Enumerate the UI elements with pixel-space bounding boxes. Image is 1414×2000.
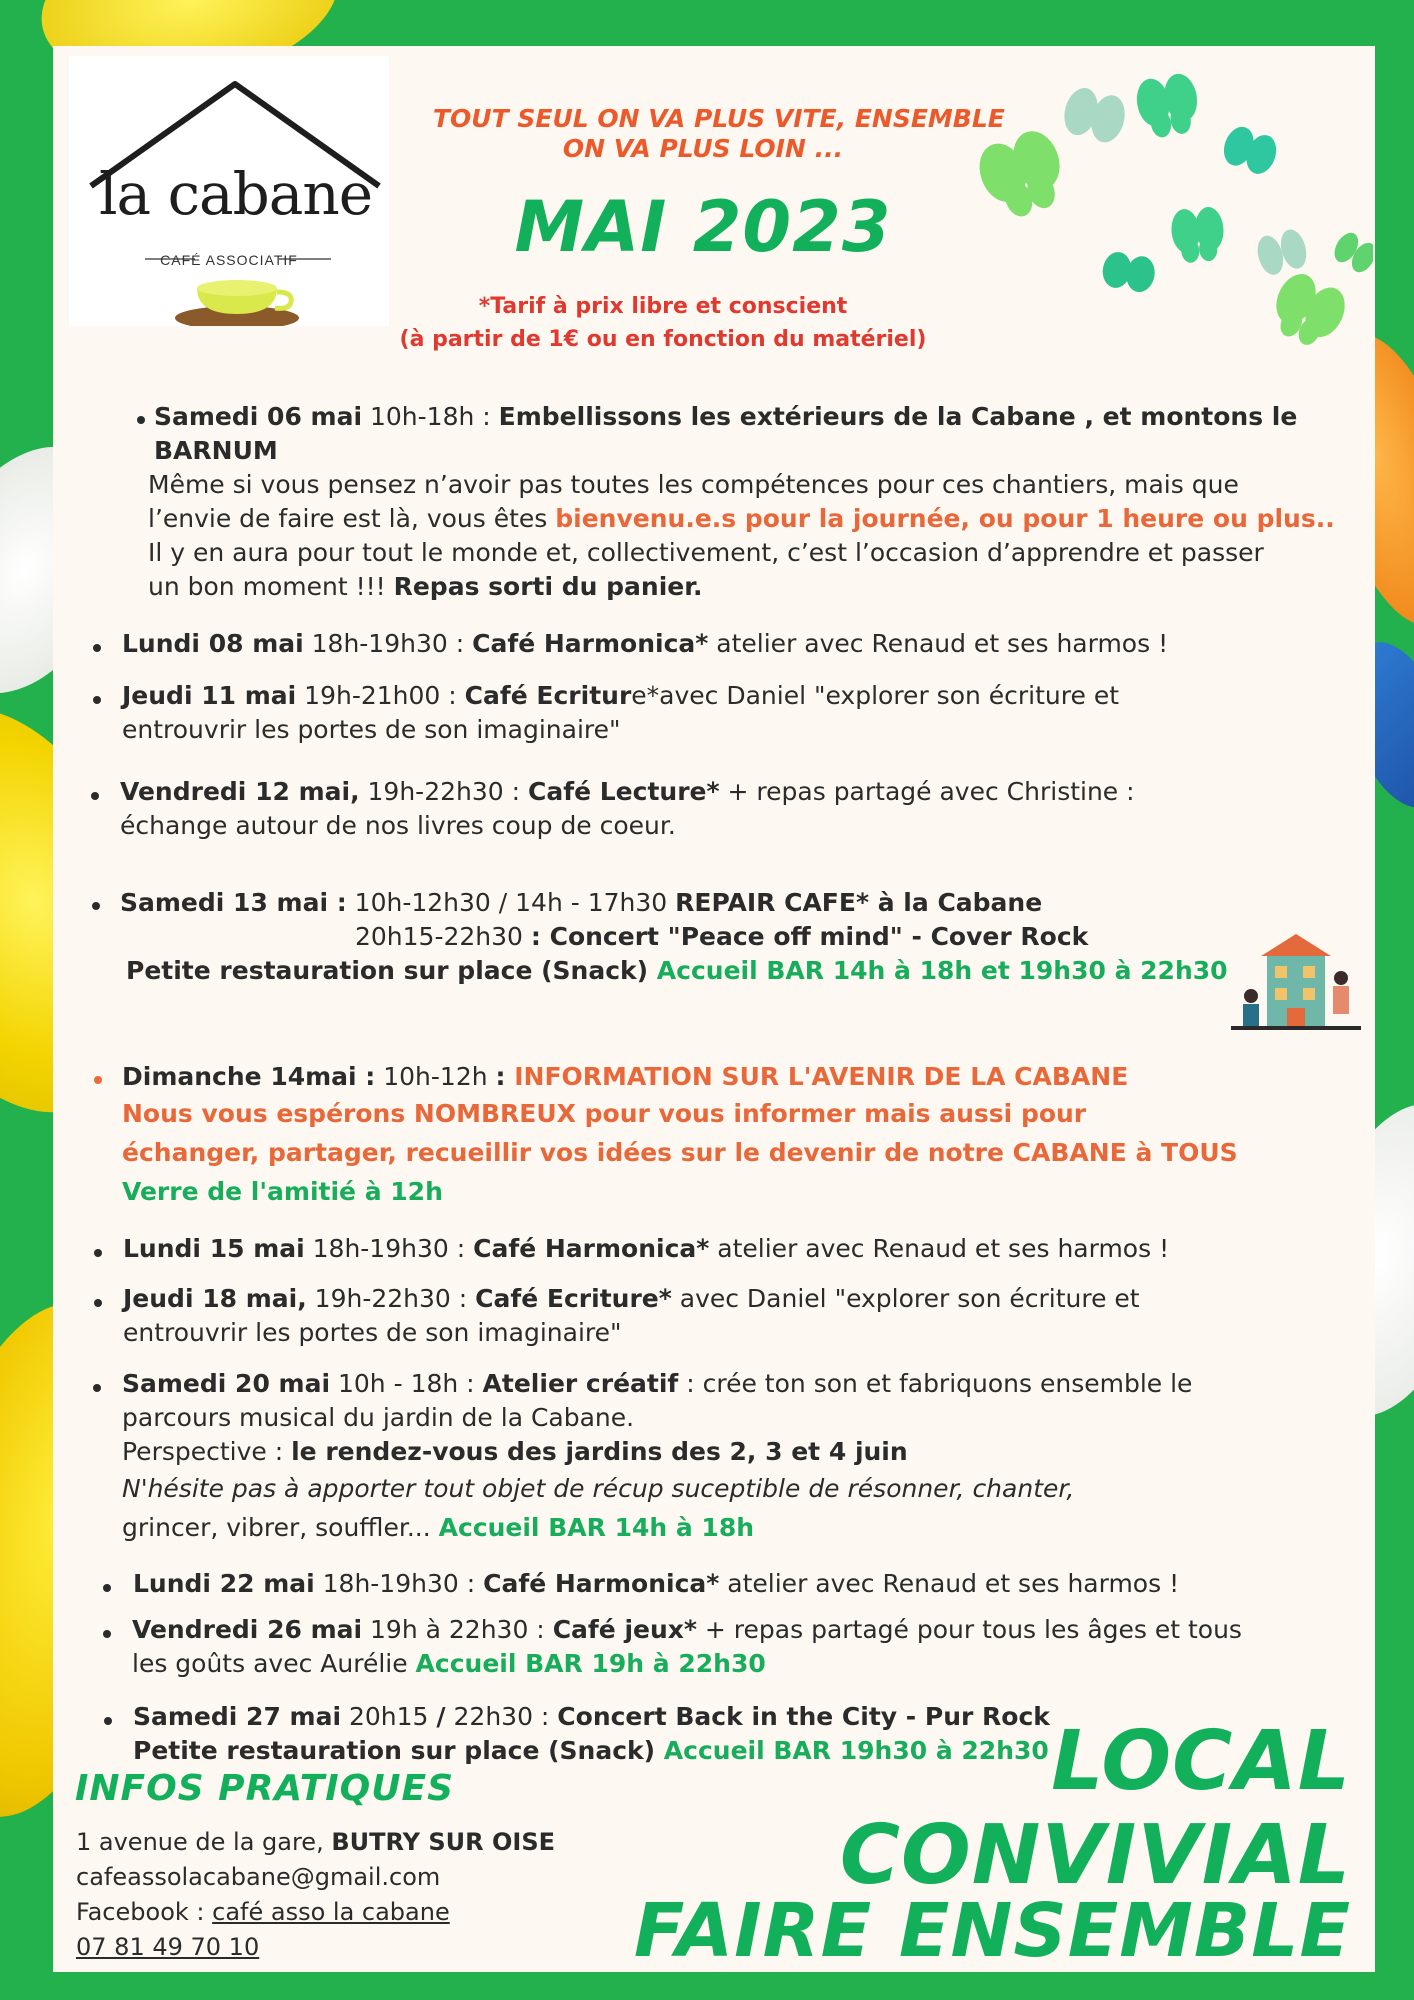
event-date: Jeudi 11 mai <box>122 681 297 710</box>
event-item <box>120 775 1135 843</box>
logo-title: la cabane <box>99 160 373 228</box>
slogan-line: LOCAL <box>1051 1714 1351 1809</box>
event-time: 19h-22h30 : <box>359 777 528 806</box>
event-title: REPAIR CAFE* à la Cabane <box>675 888 1043 917</box>
event-item <box>123 1232 1169 1266</box>
event-description: avec Daniel "explorer son écriture et <box>671 1284 1140 1313</box>
phone-link[interactable]: 07 81 49 70 10 <box>76 1933 260 1961</box>
event-description: atelier avec Renaud et ses harmos ! <box>719 1569 1180 1598</box>
event-item <box>122 679 1119 747</box>
event-separator: : <box>495 1062 515 1091</box>
infos-title: INFOS PRATIQUES <box>75 1768 455 1809</box>
event-description: Perspective : <box>122 1437 292 1466</box>
event-title: Café Ecriture* <box>475 1284 672 1313</box>
event-title: Café Harmonica* <box>473 1234 710 1263</box>
event-date: Vendredi 26 mai <box>132 1615 363 1644</box>
event-date: Lundi 22 mai <box>133 1569 315 1598</box>
event-highlight: échanger, partager, recueillir vos idées sur le devenir de notre CABANE à TOUS <box>122 1138 1238 1167</box>
bullet-icon <box>103 1630 111 1638</box>
bullet-icon <box>94 1249 102 1257</box>
bullet-icon <box>93 1384 101 1392</box>
event-date: Jeudi 18 mai, <box>123 1284 307 1313</box>
event-item <box>132 400 1335 604</box>
event-date: Lundi 15 mai <box>123 1234 305 1263</box>
event-time: 19h-22h30 : <box>306 1284 476 1313</box>
event-description: entrouvrir les portes de son imaginaire" <box>122 715 621 744</box>
event-time: 22h30 : <box>445 1702 558 1731</box>
event-time: 18h-19h30 : <box>303 629 473 658</box>
event-description: e*avec Daniel "explorer son écriture et <box>631 681 1120 710</box>
bullet-icon <box>104 1717 112 1725</box>
bullet-icon <box>103 1584 111 1592</box>
email-link[interactable]: cafeassolacabane@gmail.com <box>76 1863 441 1891</box>
event-time: 20h15 <box>341 1702 437 1731</box>
event-time: 10h-12h30 / 14h - 17h30 <box>346 888 676 917</box>
event-item <box>133 1700 1050 1768</box>
event-date: Dimanche 14mai : <box>122 1062 376 1091</box>
event-item <box>123 1282 1140 1350</box>
facebook <box>76 1898 450 1926</box>
event-description: entrouvrir les portes de son imaginaire" <box>123 1318 622 1347</box>
address <box>76 1828 555 1856</box>
event-description: les goûts avec Aurélie <box>132 1649 416 1678</box>
event-highlight: le rendez-vous des jardins des 2, 3 et 4 juin <box>291 1437 908 1466</box>
event-title: Café Lecture* <box>528 777 720 806</box>
event-highlight: Accueil BAR 19h à 22h30 <box>415 1649 766 1678</box>
event-item <box>133 1567 1179 1601</box>
event-title: Café jeux* <box>552 1615 697 1644</box>
event-title: : Concert "Peace off mind" - Cover Rock <box>530 922 1089 951</box>
event-time: 10h-12h <box>375 1062 496 1091</box>
event-time: 18h-19h30 : <box>304 1234 474 1263</box>
facebook-link[interactable]: café asso la cabane <box>212 1898 450 1926</box>
event-item <box>122 1060 1238 1211</box>
event-date: Samedi 13 mai : <box>120 888 347 917</box>
event-date: Samedi 20 mai <box>122 1369 331 1398</box>
event-description: l’envie de faire est là, vous êtes <box>148 504 556 533</box>
facebook-label: Facebook : <box>76 1898 213 1926</box>
logo-subtitle: CAFÉ ASSOCIATIF <box>160 252 298 268</box>
event-date: Samedi 27 mai <box>133 1702 342 1731</box>
event-title: Concert Back in the City - Pur Rock <box>557 1702 1050 1731</box>
event-title: Café Harmonica* <box>472 629 709 658</box>
tagline-line: TOUT SEUL ON VA PLUS VITE, ENSEMBLE <box>433 104 1005 133</box>
building-people-icon <box>1231 926 1361 1046</box>
slogan-line: FAIRE ENSEMBLE <box>633 1888 1351 1974</box>
bullet-icon <box>92 902 100 910</box>
event-description: échange autour de nos livres coup de coeur. <box>120 811 676 840</box>
address-street: 1 avenue de la gare, <box>76 1828 332 1856</box>
bullet-icon <box>94 1299 102 1307</box>
slogan-line: CONVIVIAL <box>839 1808 1351 1903</box>
month-title: MAI 2023 <box>514 186 892 268</box>
event-item <box>122 1367 1192 1547</box>
tagline-line: ON VA PLUS LOIN ... <box>562 134 844 163</box>
event-description: atelier avec Renaud et ses harmos ! <box>709 1234 1170 1263</box>
event-time: 19h-21h00 : <box>296 681 465 710</box>
event-highlight: Nous vous espérons NOMBREUX pour vous informer mais aussi pour <box>122 1099 1087 1128</box>
event-time: 10h-18h : <box>362 402 499 431</box>
event-description: atelier avec Renaud et ses harmos ! <box>708 629 1169 658</box>
event-title: INFORMATION SUR L'AVENIR DE LA CABANE <box>514 1062 1129 1091</box>
bullet-icon <box>93 696 101 704</box>
event-time: 19h à 22h30 : <box>362 1615 553 1644</box>
flyer-card <box>53 46 1375 1972</box>
address-city: BUTRY SUR OISE <box>331 1828 556 1856</box>
event-title: Café Harmonica* <box>483 1569 720 1598</box>
event-highlight: Accueil BAR 14h à 18h et 19h30 à 22h30 <box>656 956 1228 985</box>
event-description: parcours musical du jardin de la Cabane. <box>122 1403 635 1432</box>
event-description: Même si vous pensez n’avoir pas toutes les compétences pour ces chantiers, mais que <box>148 470 1239 499</box>
event-description: Petite restauration sur place (Snack) <box>126 956 657 985</box>
event-title: BARNUM <box>154 436 278 465</box>
event-time: 20h15-22h30 <box>355 922 531 951</box>
event-time: 10h - 18h : <box>330 1369 483 1398</box>
event-description: + repas partagé avec Christine : <box>719 777 1135 806</box>
event-title: Atelier créatif <box>482 1369 679 1398</box>
event-date: Lundi 08 mai <box>122 629 304 658</box>
event-separator: / <box>436 1702 446 1731</box>
event-description: : crée ton son et fabriquons ensemble le <box>678 1369 1193 1398</box>
event-title: Café Ecritur <box>464 681 632 710</box>
bullet-icon <box>93 644 101 652</box>
bullet-icon <box>91 792 99 800</box>
event-time: 18h-19h30 : <box>314 1569 484 1598</box>
event-highlight: Verre de l'amitié à 12h <box>122 1177 443 1206</box>
event-item <box>120 886 1228 988</box>
event-title: Embellissons les extérieurs de la Cabane , et montons le <box>498 402 1298 431</box>
event-description: grincer, vibrer, souffler... <box>122 1513 439 1542</box>
tarif-line: (à partir de 1€ ou en fonction du matériel) <box>399 327 927 352</box>
event-list <box>53 46 1375 1972</box>
event-highlight: Accueil BAR 14h à 18h <box>438 1513 755 1542</box>
bullet-icon <box>94 1076 102 1084</box>
event-date: Vendredi 12 mai, <box>120 777 360 806</box>
event-description: N'hésite pas à apporter tout objet de récup suceptible de résonner, chanter, <box>122 1474 1075 1503</box>
event-highlight: bienvenu.e.s pour la journée, ou pour 1 heure ou plus.. <box>555 504 1335 533</box>
event-date: Samedi 06 mai <box>154 402 363 431</box>
event-item <box>122 627 1168 661</box>
tarif-line: *Tarif à prix libre et conscient <box>478 294 848 319</box>
event-description: Petite restauration sur place (Snack) <box>133 1736 664 1765</box>
event-highlight: Repas sorti du panier. <box>393 572 703 601</box>
event-description: + repas partagé pour tous les âges et tous <box>696 1615 1242 1644</box>
event-highlight: Accueil BAR 19h30 à 22h30 <box>663 1736 1049 1765</box>
event-description: un bon moment !!! <box>148 572 394 601</box>
event-description: Il y en aura pour tout le monde et, collectivement, c’est l’occasion d’apprendre et passer <box>148 538 1264 567</box>
event-item <box>132 1613 1242 1681</box>
